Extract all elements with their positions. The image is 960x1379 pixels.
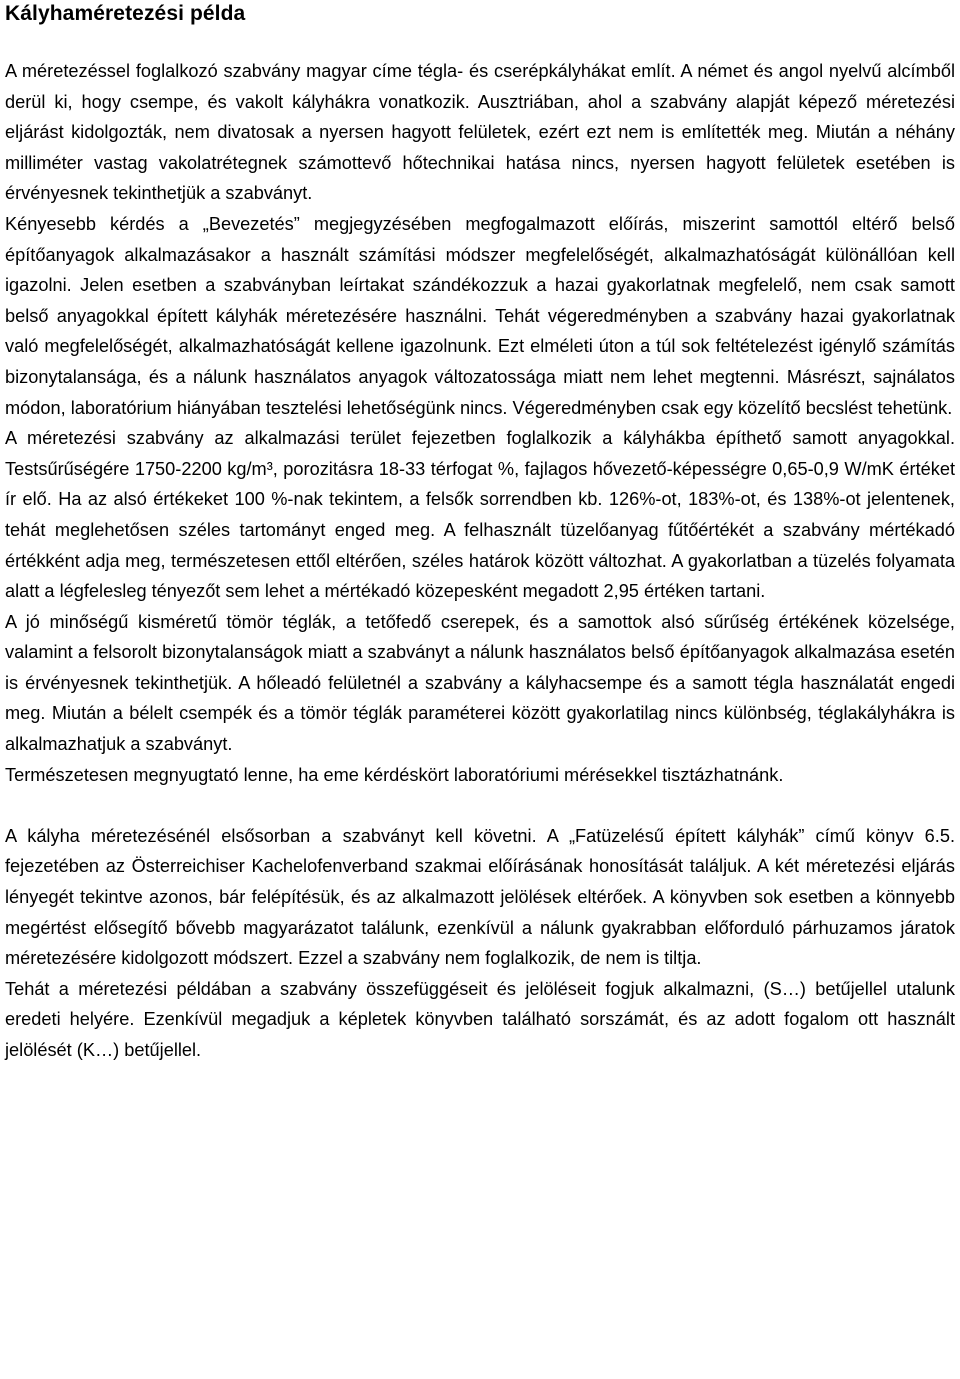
paragraph-brick-applicability: A jó minőségű kisméretű tömör téglák, a tetőfedő cserepek, és a samottok alsó sűrűség értékének közelsége, valamint a felsorolt bizonytalanságok miatt a szabványt a nálunk használatos belső építőanyagok alkalmazása esetén is érvényesnek tekinthetjük. A hőleadó felületnél a szabvány a kályhacsempe és a samott tégla használatát engedi meg. Miután a bélelt csempék és a tömör téglák paraméterei között gyakorlatilag nincs különbség, téglakályhákra is alkalmazhatjuk a szabványt. xyxy=(5,611,955,755)
paragraph-notation: Tehát a méretezési példában a szabvány összefüggéseit és jelöléseit fogjuk alkalmazni, (S…) betűjellel utalunk eredeti helyére. Ezenkívül megadjuk a képletek könyvben található sorszámát, és az adott fogalom ott használt jelölését (K…) betűjellel. xyxy=(5,978,955,1060)
paragraph-sizing-method: A kályha méretezésénél elsősorban a szabványt kell követni. A „Fatüzelésű épített kályhák” című könyv 6.5. fejezetében az Österreichiser Kachelofenverband szakmai előírásának honosítását találjuk. A két méretezési eljárás lényegét tekintve azonos, bár felépítésük, és az alkalmazott jelölések eltérőek. A könyvben sok esetben a könnyebb megértést elősegítő bővebb magyarázatot találunk, ezenkívül a nálunk gyakrabban előforduló párhuzamos járatok méretezésére kidolgozott módszert. Ezzel a szabvány nem foglalkozik, de nem is tiltja. xyxy=(5,825,955,969)
document-title: Kályhaméretezési példa xyxy=(5,2,246,25)
paragraph-laboratory-note: Természetesen megnyugtató lenne, ha eme kérdéskört laboratóriumi mérésekkel tisztázhatnánk. xyxy=(5,764,784,785)
paragraph-samott-properties: A méretezési szabvány az alkalmazási terület fejezetben foglalkozik a kályhákba építhető samott anyagokkal. Testsűrűségére 1750-2200 kg/m³, porozitásra 18-33 térfogat %, fajlagos hővezető-képességre 0,65-0,9 W/mK értéket ír elő. Ha az alsó értékeket 100 %-nak tekintem, a felsők sorrendben kb. 126%-ot, 183%-ot, és 138%-ot jelentenek, tehát meglehetősen széles tartományt enged meg. A felhasznált tüzelőanyag fűtőértékét a szabvány mértékadó értékként adja meg, természetesen ettől eltérően, széles határok között változhat. A gyakorlatban a tüzelés folyamata alatt a légfelesleg tényezőt sem lehet a mértékadó közepesként megadott 2,95 értéken tartani. xyxy=(5,428,955,602)
document-page xyxy=(5,0,955,1066)
paragraph-material-validity: Kényesebb kérdés a „Bevezetés” megjegyzésében megfogalmazott előírás, miszerint samottól eltérő belső építőanyagok alkalmazásakor a használt számítási módszer megfelelőségét, alkalmazhatóságát különállóan kell igazolni. Jelen esetben a szabványban leírtakat szándékozzuk a hazai gyakorlatnak megfelelő, nem csak samott belső anyagokkal épített kályhák méretezésére használni. Tehát végeredményben a szabvány hazai gyakorlatnak való megfelelőségét, alkalmazhatóságát kellene igazolnunk. Ezt elméleti úton a túl sok feltételezést igénylő számítás bizonytalansága, és a nálunk használatos anyagok változatossága miatt nem lehet megtenni. Másrészt, sajnálatos módon, laboratórium hiányában tesztelési lehetőségünk nincs. Végeredményben csak egy közelítő becslést tehetünk. xyxy=(5,213,955,418)
paragraph-standard-scope: A méretezéssel foglalkozó szabvány magyar címe tégla- és cserépkályhákat említ. A német és angol nyelvű alcímből derül ki, hogy csempe, és vakolt kályhákra vonatkozik. Ausztriában, ahol a szabvány alapját képező méretezési eljárást kidolgozták, nem divatosak a nyersen hagyott felületek, ezért ezt nem is említették meg. Miután a néhány milliméter vastag vakolatrétegnek számottevő hőtechnikai hatása nincs, nyersen hagyott felületek esetében is érvényesnek tekinthetjük a szabványt. xyxy=(5,61,955,204)
